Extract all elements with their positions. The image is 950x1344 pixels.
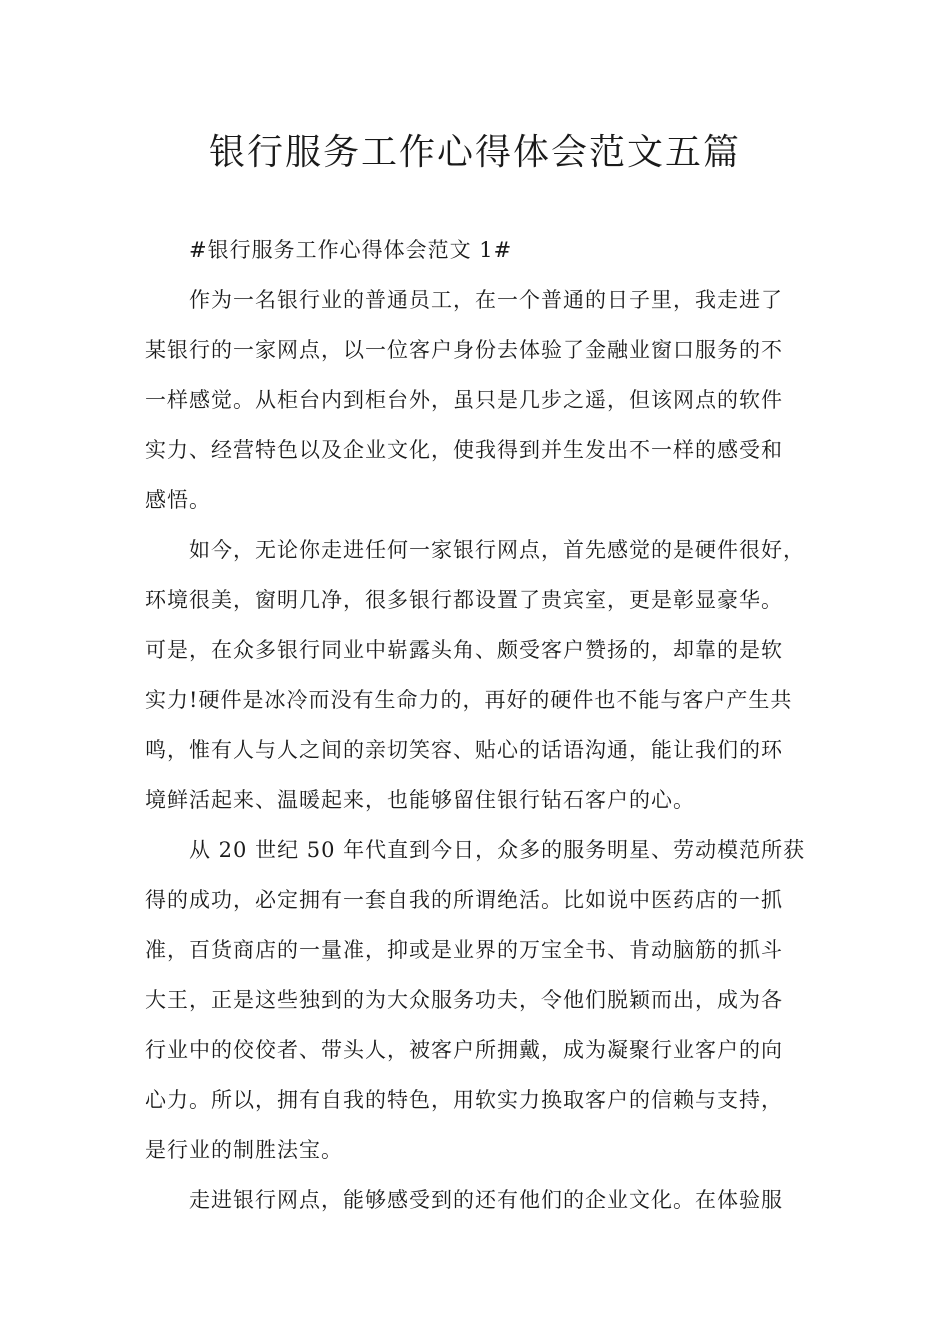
paragraph-line: 环境很美，窗明几净，很多银行都设置了贵宾室，更是彰显豪华。	[145, 588, 783, 612]
paragraph-line: 准，百货商店的一量准，抑或是业界的万宝全书、肯动脑筋的抓斗	[145, 938, 783, 962]
paragraph-line: 如今，无论你走进任何一家银行网点，首先感觉的是硬件很好，	[189, 538, 805, 562]
paragraph-line: 实力、经营特色以及企业文化，使我得到并生发出不一样的感受和	[145, 438, 783, 462]
paragraph-line: 是行业的制胜法宝。	[145, 1138, 343, 1162]
paragraph-line: 可是，在众多银行同业中崭露头角、颇受客户赞扬的，却靠的是软	[145, 638, 783, 662]
paragraph-line: 某银行的一家网点，以一位客户身份去体验了金融业窗口服务的不	[145, 338, 783, 362]
section-heading: #银行服务工作心得体会范文 1#	[189, 238, 513, 262]
paragraph-line: 鸣，惟有人与人之间的亲切笑容、贴心的话语沟通，能让我们的环	[145, 738, 783, 762]
paragraph-line: 感悟。	[145, 488, 211, 512]
paragraph-line: 作为一名银行业的普通员工，在一个普通的日子里，我走进了	[189, 288, 783, 312]
paragraph-line: 心力。所以，拥有自我的特色，用软实力换取客户的信赖与支持，	[145, 1088, 783, 1112]
paragraph-line: 走进银行网点，能够感受到的还有他们的企业文化。在体验服	[189, 1188, 783, 1212]
document-body	[145, 225, 815, 1225]
paragraph-line: 大王，正是这些独到的为大众服务功夫，令他们脱颖而出，成为各	[145, 988, 783, 1012]
paragraph-line: 得的成功，必定拥有一套自我的所谓绝活。比如说中医药店的一抓	[145, 888, 783, 912]
paragraph-line: 从 20 世纪 50 年代直到今日，众多的服务明星、劳动模范所获	[189, 838, 806, 862]
paragraph-line: 行业中的佼佼者、带头人，被客户所拥戴，成为凝聚行业客户的向	[145, 1038, 783, 1062]
paragraph-line: 实力!硬件是冰冷而没有生命力的，再好的硬件也不能与客户产生共	[145, 688, 793, 712]
paragraph-line: 一样感觉。从柜台内到柜台外，虽只是几步之遥，但该网点的软件	[145, 388, 783, 412]
document-title: 银行服务工作心得体会范文五篇	[208, 132, 741, 173]
paragraph-line: 境鲜活起来、温暖起来，也能够留住银行钻石客户的心。	[145, 788, 695, 812]
